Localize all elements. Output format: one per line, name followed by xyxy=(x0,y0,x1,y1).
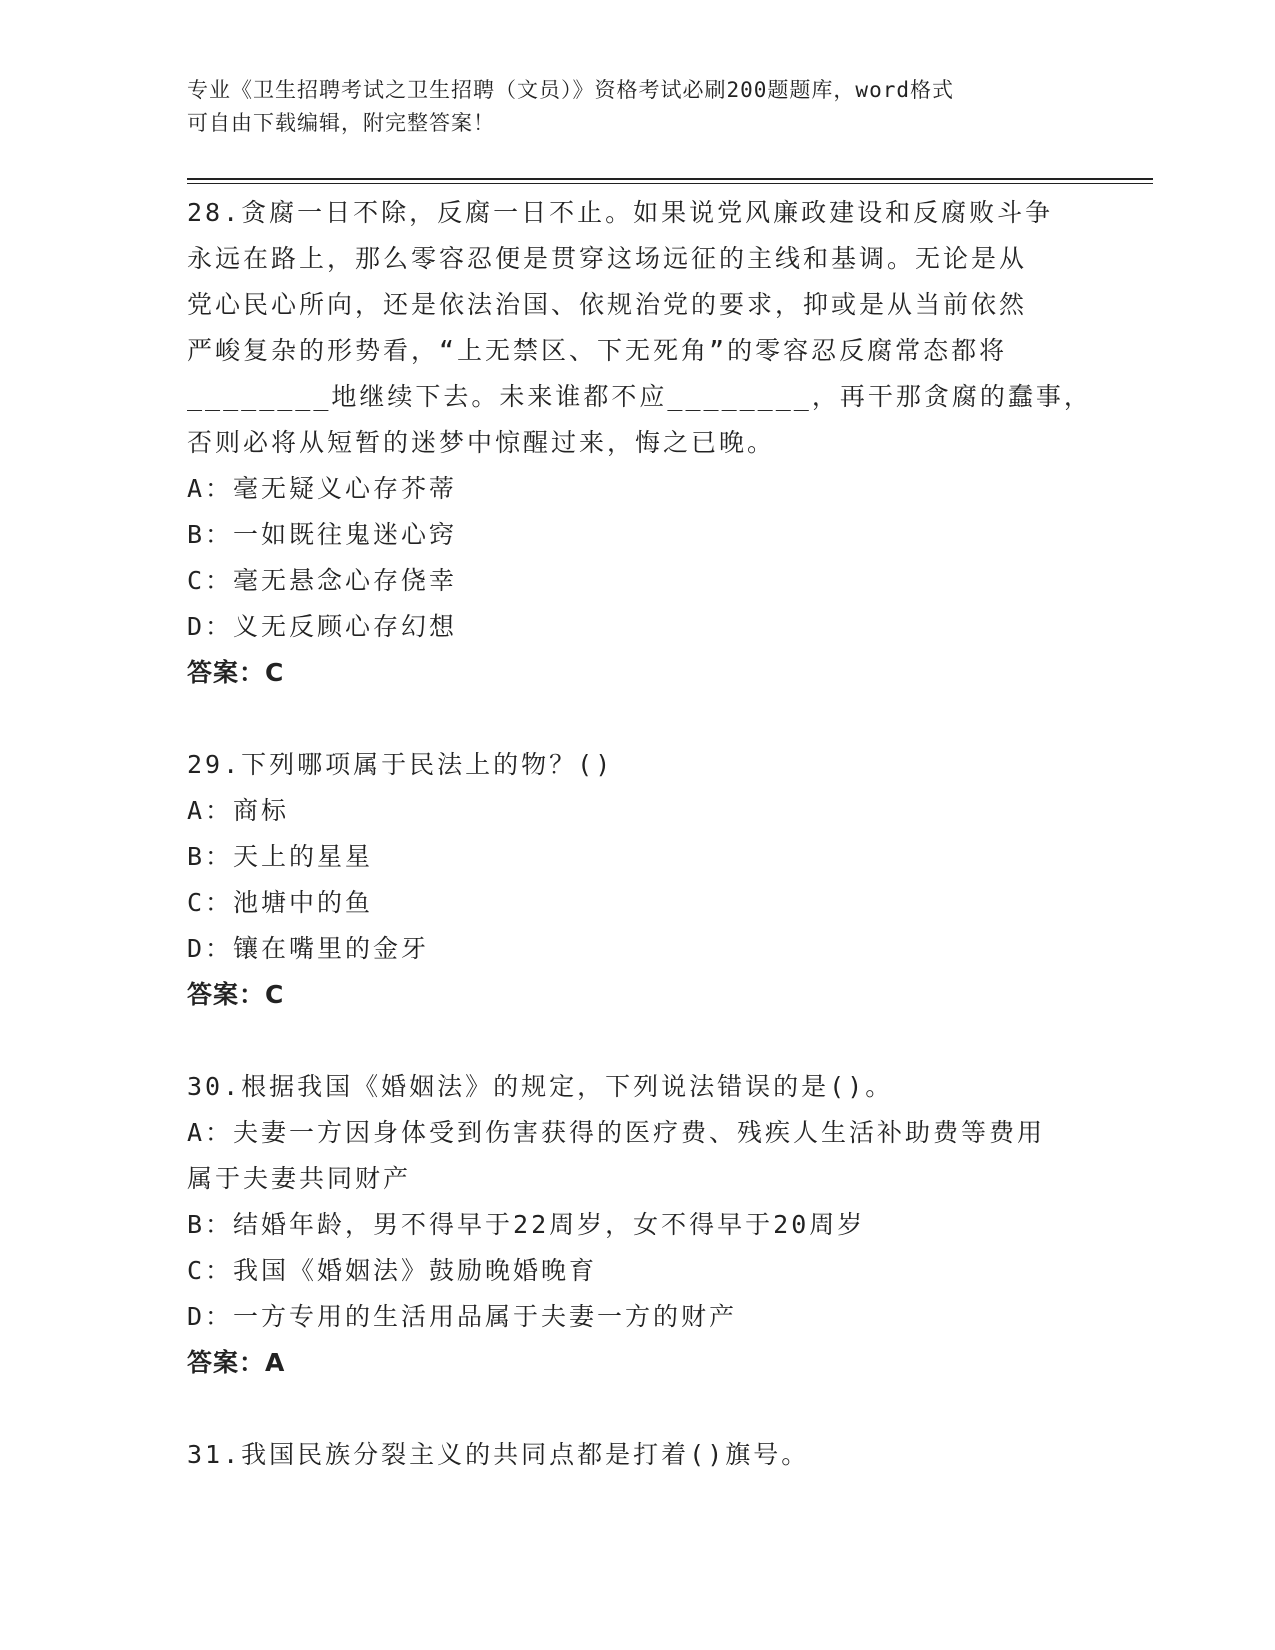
question-28 xyxy=(187,190,1107,696)
option-c: C：毫无悬念心存侥幸 xyxy=(187,566,458,595)
answer-label: 答案：C xyxy=(187,980,285,1009)
option-a: A：夫妻一方因身体受到伤害获得的医疗费、残疾人生活补助费等费用 xyxy=(187,1118,1046,1147)
header-line-1: 专业《卫生招聘考试之卫生招聘（文员）》资格考试必刷200题题库，word格式 xyxy=(187,78,954,102)
question-text-line: 28.贪腐一日不除，反腐一日不止。如果说党风廉政建设和反腐败斗争 xyxy=(187,198,1054,227)
question-text-line: 党心民心所向，还是依法治国、依规治党的要求，抑或是从当前依然 xyxy=(187,290,1028,319)
question-text-line: ________地继续下去。未来谁都不应________，再干那贪腐的蠢事， xyxy=(187,382,1092,411)
option-a-continued: 属于夫妻共同财产 xyxy=(187,1164,412,1193)
question-text-line: 29.下列哪项属于民法上的物？() xyxy=(187,750,614,779)
question-30 xyxy=(187,1064,1107,1386)
option-d: D：一方专用的生活用品属于夫妻一方的财产 xyxy=(187,1302,738,1331)
answer-label: 答案：C xyxy=(187,658,285,687)
option-c: C：池塘中的鱼 xyxy=(187,888,374,917)
question-text-line: 31.我国民族分裂主义的共同点都是打着()旗号。 xyxy=(187,1440,810,1469)
option-b: B：一如既往鬼迷心窍 xyxy=(187,520,458,549)
question-list xyxy=(187,190,1107,1478)
spacer xyxy=(187,1386,1107,1432)
question-text-line: 否则必将从短暂的迷梦中惊醒过来，悔之已晚。 xyxy=(187,428,776,457)
option-d: D：镶在嘴里的金牙 xyxy=(187,934,430,963)
question-29 xyxy=(187,742,1107,1018)
spacer xyxy=(187,1018,1107,1064)
option-d: D：义无反顾心存幻想 xyxy=(187,612,458,641)
question-text-line: 30.根据我国《婚姻法》的规定，下列说法错误的是()。 xyxy=(187,1072,894,1101)
header-divider xyxy=(187,178,1153,184)
question-text-line: 永远在路上，那么零容忍便是贯穿这场远征的主线和基调。无论是从 xyxy=(187,244,1028,273)
question-31 xyxy=(187,1432,1107,1478)
option-a: A：毫无疑义心存芥蒂 xyxy=(187,474,458,503)
option-b: B：天上的星星 xyxy=(187,842,374,871)
option-b: B：结婚年龄，男不得早于22周岁，女不得早于20周岁 xyxy=(187,1210,866,1239)
question-text-line: 严峻复杂的形势看，“上无禁区、下无死角”的零容忍反腐常态都将 xyxy=(187,336,1008,365)
option-a: A：商标 xyxy=(187,796,290,825)
option-c: C：我国《婚姻法》鼓励晚婚晚育 xyxy=(187,1256,598,1285)
spacer xyxy=(187,696,1107,742)
document-header xyxy=(187,74,1087,140)
header-line-2: 可自由下载编辑，附完整答案！ xyxy=(187,111,495,135)
answer-label: 答案：A xyxy=(187,1348,286,1377)
